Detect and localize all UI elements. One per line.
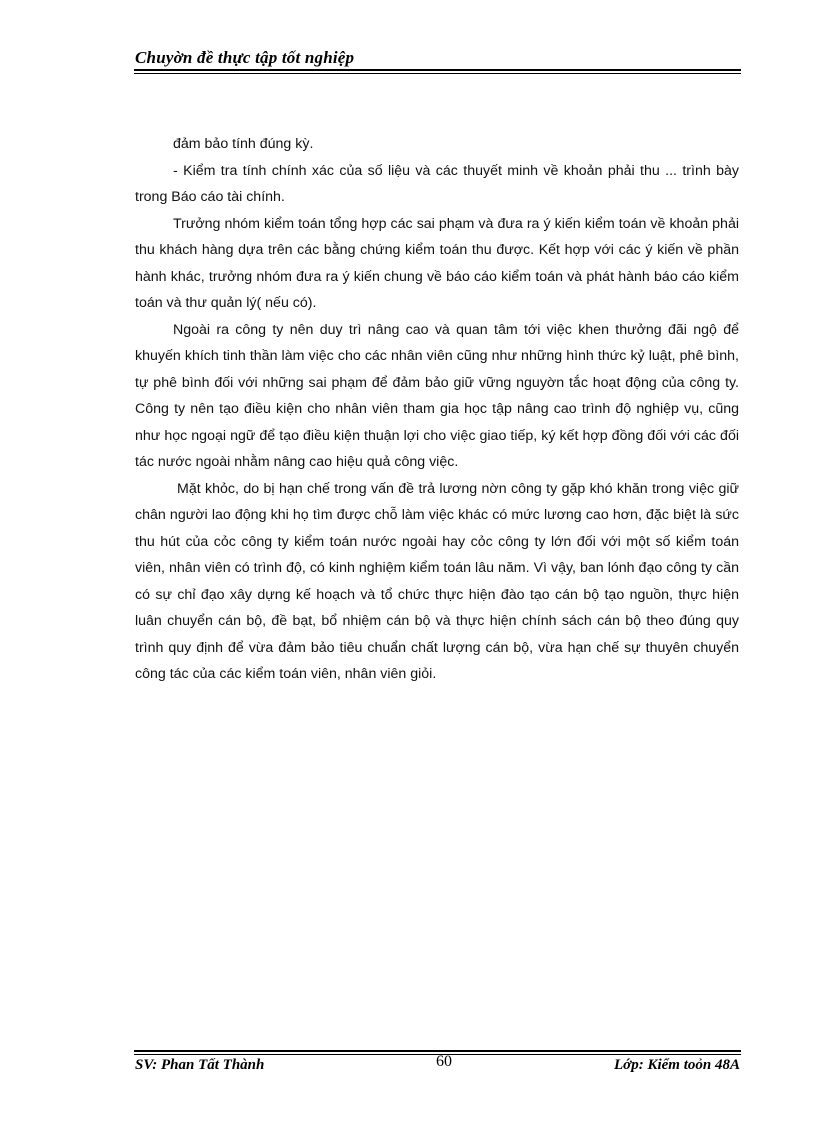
paragraph-5: Mặt khỏc, do bị hạn chế trong vấn đề trả lương nờn công ty gặp khó khăn trong việc giữ chân người lao động khi họ tìm được chỗ làm việc khác có mức lương cao hơn, đặc biệt là sức thu hút của cỏc công ty kiểm toán nước ngoài hay cỏc công ty lớn đối với một số kiểm toán viên, nhân viên có trình độ, có kinh nghiệm kiểm toán lâu năm. Vì vậy, ban lónh đạo công ty cần có sự chỉ đạo xây dựng kế hoạch và tổ chức thực hiện đào tạo cán bộ tạo nguồn, thực hiện luân chuyển cán bộ, đề bạt, bổ nhiệm cán bộ và thực hiện chính sách cán bộ theo đúng quy trình quy định để vừa đảm bảo tiêu chuẩn chất lượng cán bộ, vừa hạn chế sự thuyên chuyển công tác của các kiểm toán viên, nhân viên giỏi. (135, 480, 739, 682)
header-title: Chuyờn đề thực tập tốt nghiệp (135, 48, 355, 67)
header-rule-thin (134, 73, 741, 74)
header-rule (134, 69, 741, 71)
footer-page-number: 60 (436, 1053, 452, 1070)
paragraph-3: Trưởng nhóm kiểm toán tổng hợp các sai phạm và đưa ra ý kiến kiểm toán về khoản phải thu khách hàng dựa trên các bằng chứng kiểm toán thu được. Kết hợp với các ý kiến về phần hành khác, trưởng nhóm đưa ra ý kiến chung về báo cáo kiểm toán và phát hành báo cáo kiểm toán và thư quản lý( nếu có). (135, 215, 739, 311)
footer-student-name: SV: Phan Tất Thành (135, 1057, 265, 1073)
paragraph-4: Ngoài ra công ty nên duy trì nâng cao và quan tâm tới việc khen thưởng đãi ngộ để khuyến khích tinh thần làm việc cho các nhân viên cũng như những hình thức kỷ luật, phê bình, tự phê bình đối với những sai phạm để đảm bảo giữ vững nguyờn tắc hoạt động của công ty. Công ty nên tạo điều kiện cho nhân viên tham gia học tập nâng cao trình độ nghiệp vụ, cũng như học ngoại ngữ để tạo điều kiện thuận lợi cho việc giao tiếp, ký kết hợp đồng đối với các đối tác nước ngoài nhằm nâng cao hiệu quả công việc. (135, 321, 739, 470)
footer-class-name: Lớp: Kiểm toỏn 48A (614, 1057, 740, 1073)
paragraph-2: - Kiểm tra tính chính xác của số liệu và các thuyết minh về khoản phải thu ... trình bày trong Báo cáo tài chính. (135, 162, 739, 205)
body-text (135, 131, 739, 688)
footer-rule (134, 1050, 741, 1052)
paragraph-1: đảm bảo tính đúng kỳ. (173, 136, 314, 152)
